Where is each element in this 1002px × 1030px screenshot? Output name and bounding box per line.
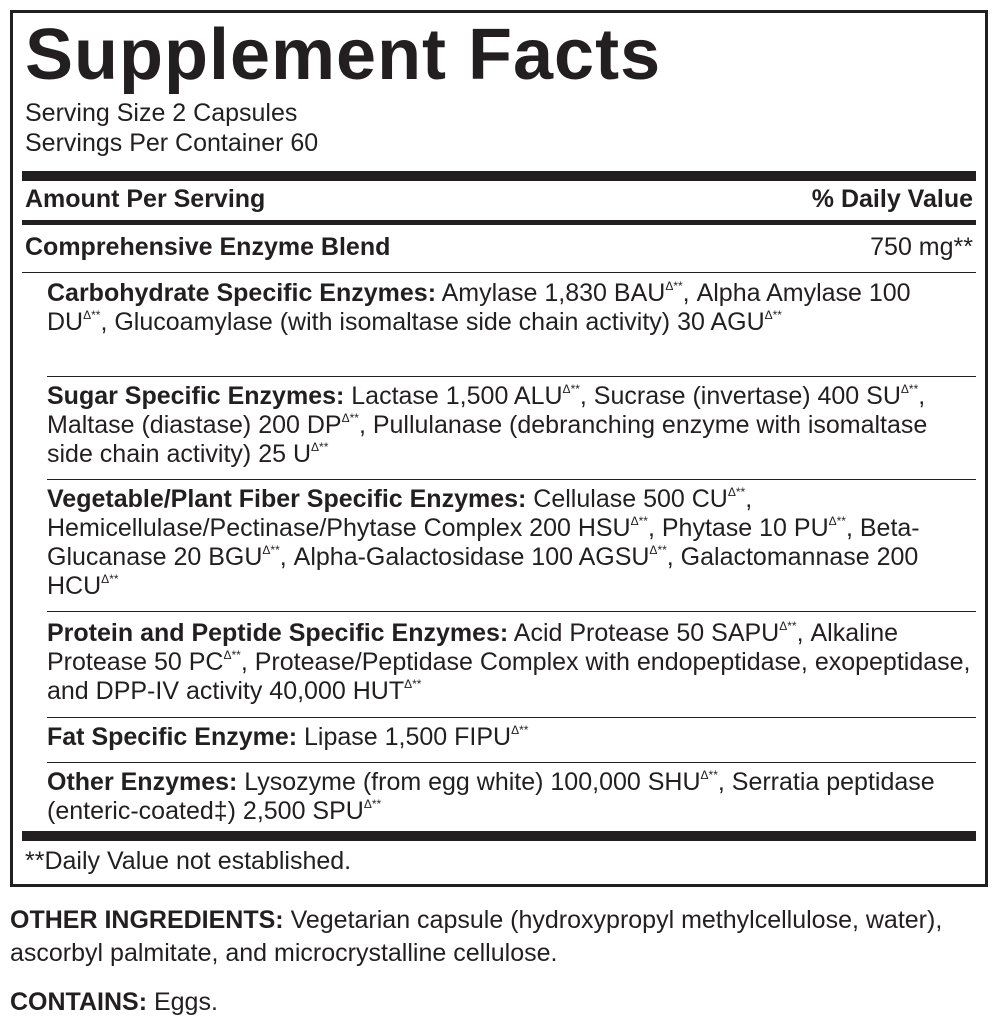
servings-per-container: Servings Per Container 60 [25,129,319,157]
entry-divider [47,376,976,377]
enzyme-item: Cellulase 500 CU [526,485,728,513]
enzyme-item: , Alpha-Galactosidase 100 AGSU [279,543,650,571]
footnote: **Daily Value not established. [25,847,352,875]
enzyme-item: , Beta-Glucanase 20 BGU [47,514,920,571]
thin-divider [22,272,976,273]
daily-value-footnote-mark: Δ** [700,768,718,782]
enzyme-item: , Glucoamylase (with isomaltase side chain activity) 30 AGU [100,308,765,336]
enzyme-category-label: Fat Specific Enzyme: [47,723,298,751]
daily-value-footnote-mark: Δ** [649,543,667,557]
contains-label: CONTAINS: [10,988,148,1016]
enzyme-item: Lysozyme (from egg white) 100,000 SHU [237,768,701,796]
supplement-facts-panel [10,10,988,887]
enzyme-entry-other [47,768,971,826]
enzyme-item: , Galactomannase 200 HCU [47,543,919,600]
other-ingredients-text: Vegetarian capsule (hydroxypropyl methylcellulose, water), ascorbyl palmitate, and microcrystalline cellulose. [10,906,943,967]
daily-value-footnote-mark: Δ** [83,308,101,322]
daily-value-footnote-mark: Δ** [727,485,746,499]
entry-divider [47,762,976,763]
blend-row [25,229,973,265]
daily-value-footnote-mark: Δ** [764,308,782,322]
daily-value-label: % Daily Value [811,184,973,213]
daily-value-footnote-mark: Δ** [262,543,280,557]
daily-value-footnote-mark: Δ** [828,514,846,528]
enzyme-item: Lactase 1,500 ALU [344,382,563,410]
enzyme-category-label: Other Enzymes: [47,768,238,796]
enzyme-item: Acid Protease 50 SAPU [508,619,780,647]
enzyme-category-label: Protein and Peptide Specific Enzymes: [47,619,509,647]
panel-title: Supplement Facts [25,15,662,95]
daily-value-footnote-mark: Δ** [223,648,241,662]
enzyme-category-label: Carbohydrate Specific Enzymes: [47,279,437,307]
thick-divider [22,171,976,181]
enzyme-item: , Protease/Peptidase Complex with endopeptidase, exopeptidase, and DPP-IV activity 40,000 HUT [47,648,971,705]
enzyme-item: , Alkaline Protease 50 PC [47,619,899,676]
enzyme-entry-protein [47,619,971,706]
thick-divider [22,831,976,841]
daily-value-footnote-mark: Δ** [404,677,422,691]
blend-amount: 750 mg** [870,232,973,261]
entry-divider [47,611,976,612]
serving-size: Serving Size 2 Capsules [25,99,298,127]
enzyme-entry-sugar [47,382,971,469]
enzyme-item: Amylase 1,830 BAU [436,279,666,307]
column-header-row [25,181,973,217]
enzyme-item: , Serratia peptidase (enteric-coated‡) 2,500 SPU [47,768,935,825]
contains-text: Eggs. [147,988,218,1016]
daily-value-footnote-mark: Δ** [665,279,683,293]
daily-value-footnote-mark: Δ** [779,619,797,633]
enzyme-entry-carbohydrate [47,279,971,337]
enzyme-item: , Sucrase (invertase) 400 SU [579,382,901,410]
enzyme-category-label: Vegetable/Plant Fiber Specific Enzymes: [47,485,527,513]
daily-value-footnote-mark: Δ** [311,440,329,454]
other-ingredients-label: OTHER INGREDIENTS: [10,906,284,934]
daily-value-footnote-mark: Δ** [562,382,580,396]
blend-name: Comprehensive Enzyme Blend [25,232,391,261]
enzyme-item: , Maltase (diastase) 200 DP [47,382,926,439]
enzyme-item: , Hemicellulase/Pectinase/Phytase Complex 200 HSU [47,485,753,542]
enzyme-category-label: Sugar Specific Enzymes: [47,382,345,410]
amount-per-serving-label: Amount Per Serving [25,184,266,213]
daily-value-footnote-mark: Δ** [363,797,382,811]
daily-value-footnote-mark: Δ** [101,572,119,586]
enzyme-item: , Phytase 10 PU [647,514,829,542]
daily-value-footnote-mark: Δ** [341,411,359,425]
entry-divider [47,717,976,718]
enzyme-item: , Pullulanase (debranching enzyme with isomaltase side chain activity) 25 U [47,411,928,468]
entry-divider [47,479,976,480]
enzyme-item: , Alpha Amylase 100 DU [47,279,911,336]
enzyme-entry-fiber [47,485,971,601]
enzyme-item: Lipase 1,500 FIPU [297,723,512,751]
other-ingredients [10,904,990,970]
daily-value-footnote-mark: Δ** [900,382,919,396]
contains-statement [10,986,990,1019]
medium-divider [22,220,976,225]
daily-value-footnote-mark: Δ** [630,514,648,528]
daily-value-footnote-mark: Δ** [511,723,529,737]
enzyme-entry-fat [47,723,971,752]
